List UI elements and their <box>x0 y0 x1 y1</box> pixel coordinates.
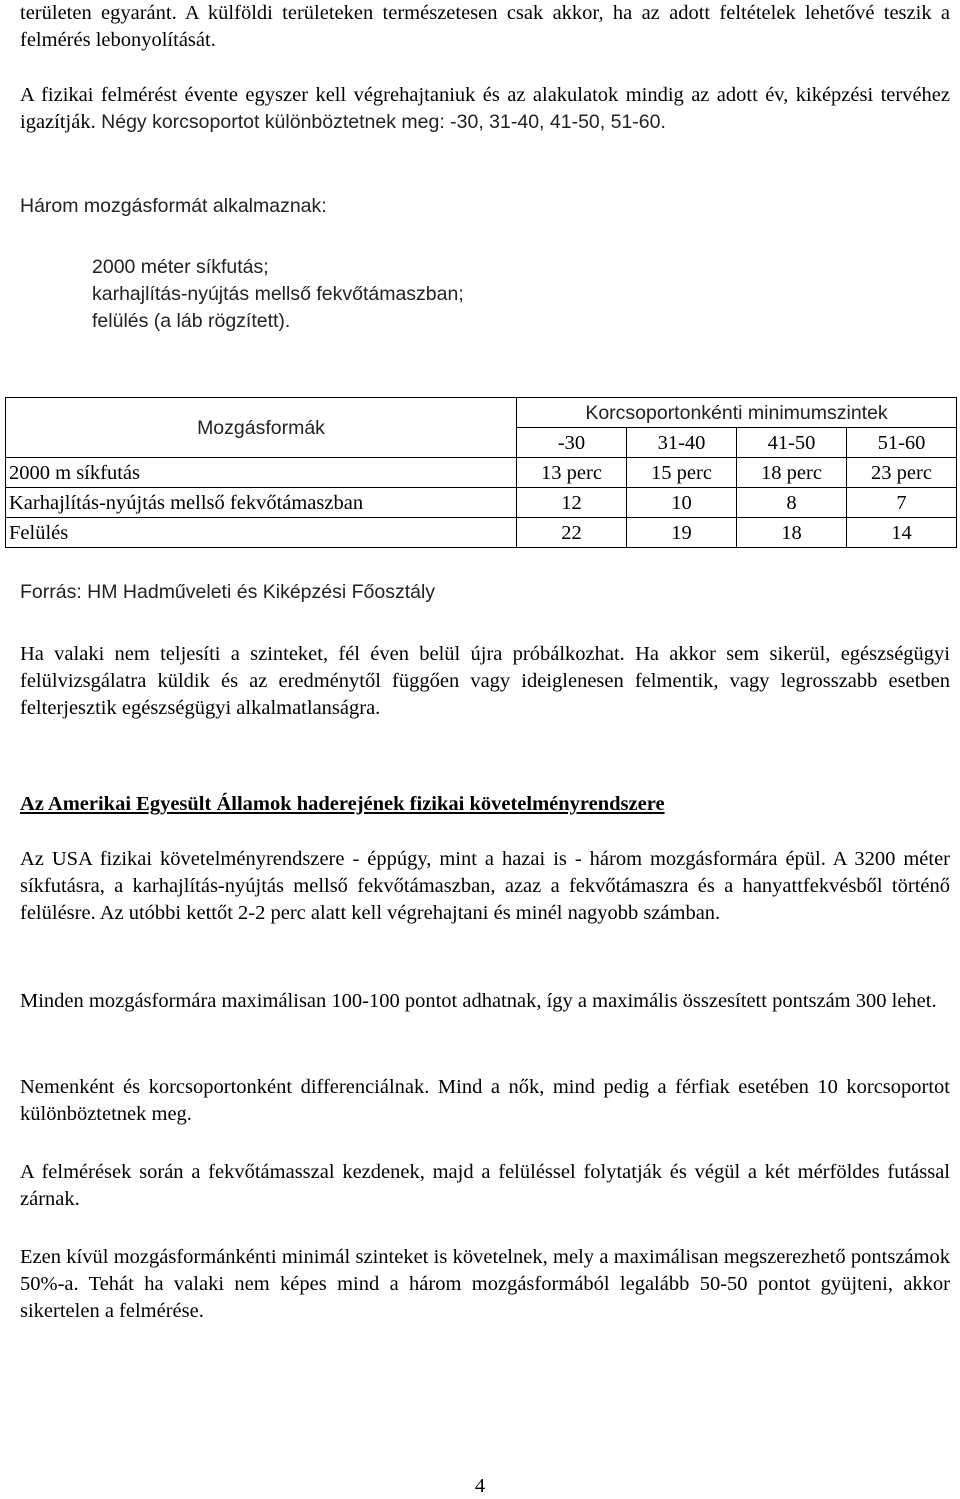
paragraph-annual-assessment <box>20 82 950 136</box>
value-cell: 8 <box>737 488 847 518</box>
value-cell: 14 <box>847 518 957 548</box>
paragraph-annual-assessment-part1: A fizikai felmérést évente egyszer kell végrehajtaniuk és az alakulatok mindig az adott év, kiképzési tervéhez igazítják. <box>20 84 950 133</box>
source-note: Forrás: HM Hadműveleti és Kiképzési Főosztály <box>20 581 436 603</box>
value-cell: 23 perc <box>847 458 957 488</box>
table-row <box>6 458 957 488</box>
value-cell: 15 perc <box>627 458 737 488</box>
page-number: 4 <box>474 1475 486 1497</box>
age-group-header: 51-60 <box>847 428 957 458</box>
header-age-group-minimums: Korcsoportonkénti minimumszintek <box>517 398 957 428</box>
value-cell: 10 <box>627 488 737 518</box>
section-heading: Az Amerikai Egyesült Államok haderejének fizikai követelményrendszere <box>20 793 665 815</box>
paragraph-retry: Ha valaki nem teljesíti a szinteket, fél éven belül újra próbálkozhat. Ha akkor sem sikerül, egészségügyi felülvizsgálatra küldik és az eredménytől függően vagy ideiglenesen felmentik, vagy legrosszabb esetben felterjesztik egészségügyi alkalmatlanságra. <box>20 643 950 719</box>
value-cell: 18 <box>737 518 847 548</box>
paragraph-age-groups: Négy korcsoportot különböztetnek meg: -30, 31-40, 41-50, 51-60. <box>95 111 666 133</box>
age-group-header: 41-50 <box>737 428 847 458</box>
paragraph-usa-scoring: Minden mozgásformára maximálisan 100-100 pontot adhatnak, így a maximális összesített pontszám 300 lehet. <box>20 990 937 1012</box>
paragraph-exercise-intro: Három mozgásformát alkalmaznak: <box>20 195 327 217</box>
value-cell: 12 <box>517 488 627 518</box>
value-cell: 13 perc <box>517 458 627 488</box>
exercise-cell: Felülés <box>6 518 517 548</box>
exercise-cell: 2000 m síkfutás <box>6 458 517 488</box>
value-cell: 19 <box>627 518 737 548</box>
paragraph-usa-minimums: Ezen kívül mozgásformánkénti minimál szinteket is követelnek, mely a maximálisan megszerezhető pontszámok 50%-a. Tehát ha valaki nem képes mind a három mozgásformából legalább 50-50 pontot gyüjteni, akkor sikertelen a felmérése. <box>20 1246 950 1322</box>
value-cell: 7 <box>847 488 957 518</box>
paragraph-usa-order: A felmérések során a fekvőtámasszal kezdenek, majd a felüléssel folytatják és végül a két mérföldes futással zárnak. <box>20 1161 950 1210</box>
exercise-cell: Karhajlítás-nyújtás mellső fekvőtámaszban <box>6 488 517 518</box>
age-group-header: 31-40 <box>627 428 737 458</box>
exercise-list-item: karhajlítás-nyújtás mellső fekvőtámaszban; <box>92 283 464 305</box>
paragraph-usa-overview: Az USA fizikai követelményrendszere - éppúgy, mint a hazai is - három mozgásformára épül. A 3200 méter síkfutásra, a karhajlítás-nyújtás mellső fekvőtámaszban, azaz a fekvőtámaszra és a hanyattfekvésből történő felülésre. Az utóbbi kettőt 2-2 perc alatt kell végrehajtani és minél nagyobb számban. <box>20 848 950 924</box>
exercise-list-item: felülés (a láb rögzített). <box>92 310 291 332</box>
minimum-levels-table <box>5 397 957 548</box>
table-row <box>6 488 957 518</box>
paragraph-usa-age-groups: Nemenként és korcsoportonként differenciálnak. Mind a nők, mind pedig a férfiak esetében 10 korcsoportot különböztetnek meg. <box>20 1076 950 1125</box>
table-header-row <box>6 398 957 428</box>
value-cell: 18 perc <box>737 458 847 488</box>
table-row <box>6 518 957 548</box>
age-group-header: -30 <box>517 428 627 458</box>
header-exercises: Mozgásformák <box>6 398 517 458</box>
paragraph-intro: területen egyaránt. A külföldi területeken természetesen csak akkor, ha az adott feltételek lehetővé teszik a felmérés lebonyolítását. <box>20 2 950 51</box>
exercise-list-item: 2000 méter síkfutás; <box>92 256 269 278</box>
value-cell: 22 <box>517 518 627 548</box>
